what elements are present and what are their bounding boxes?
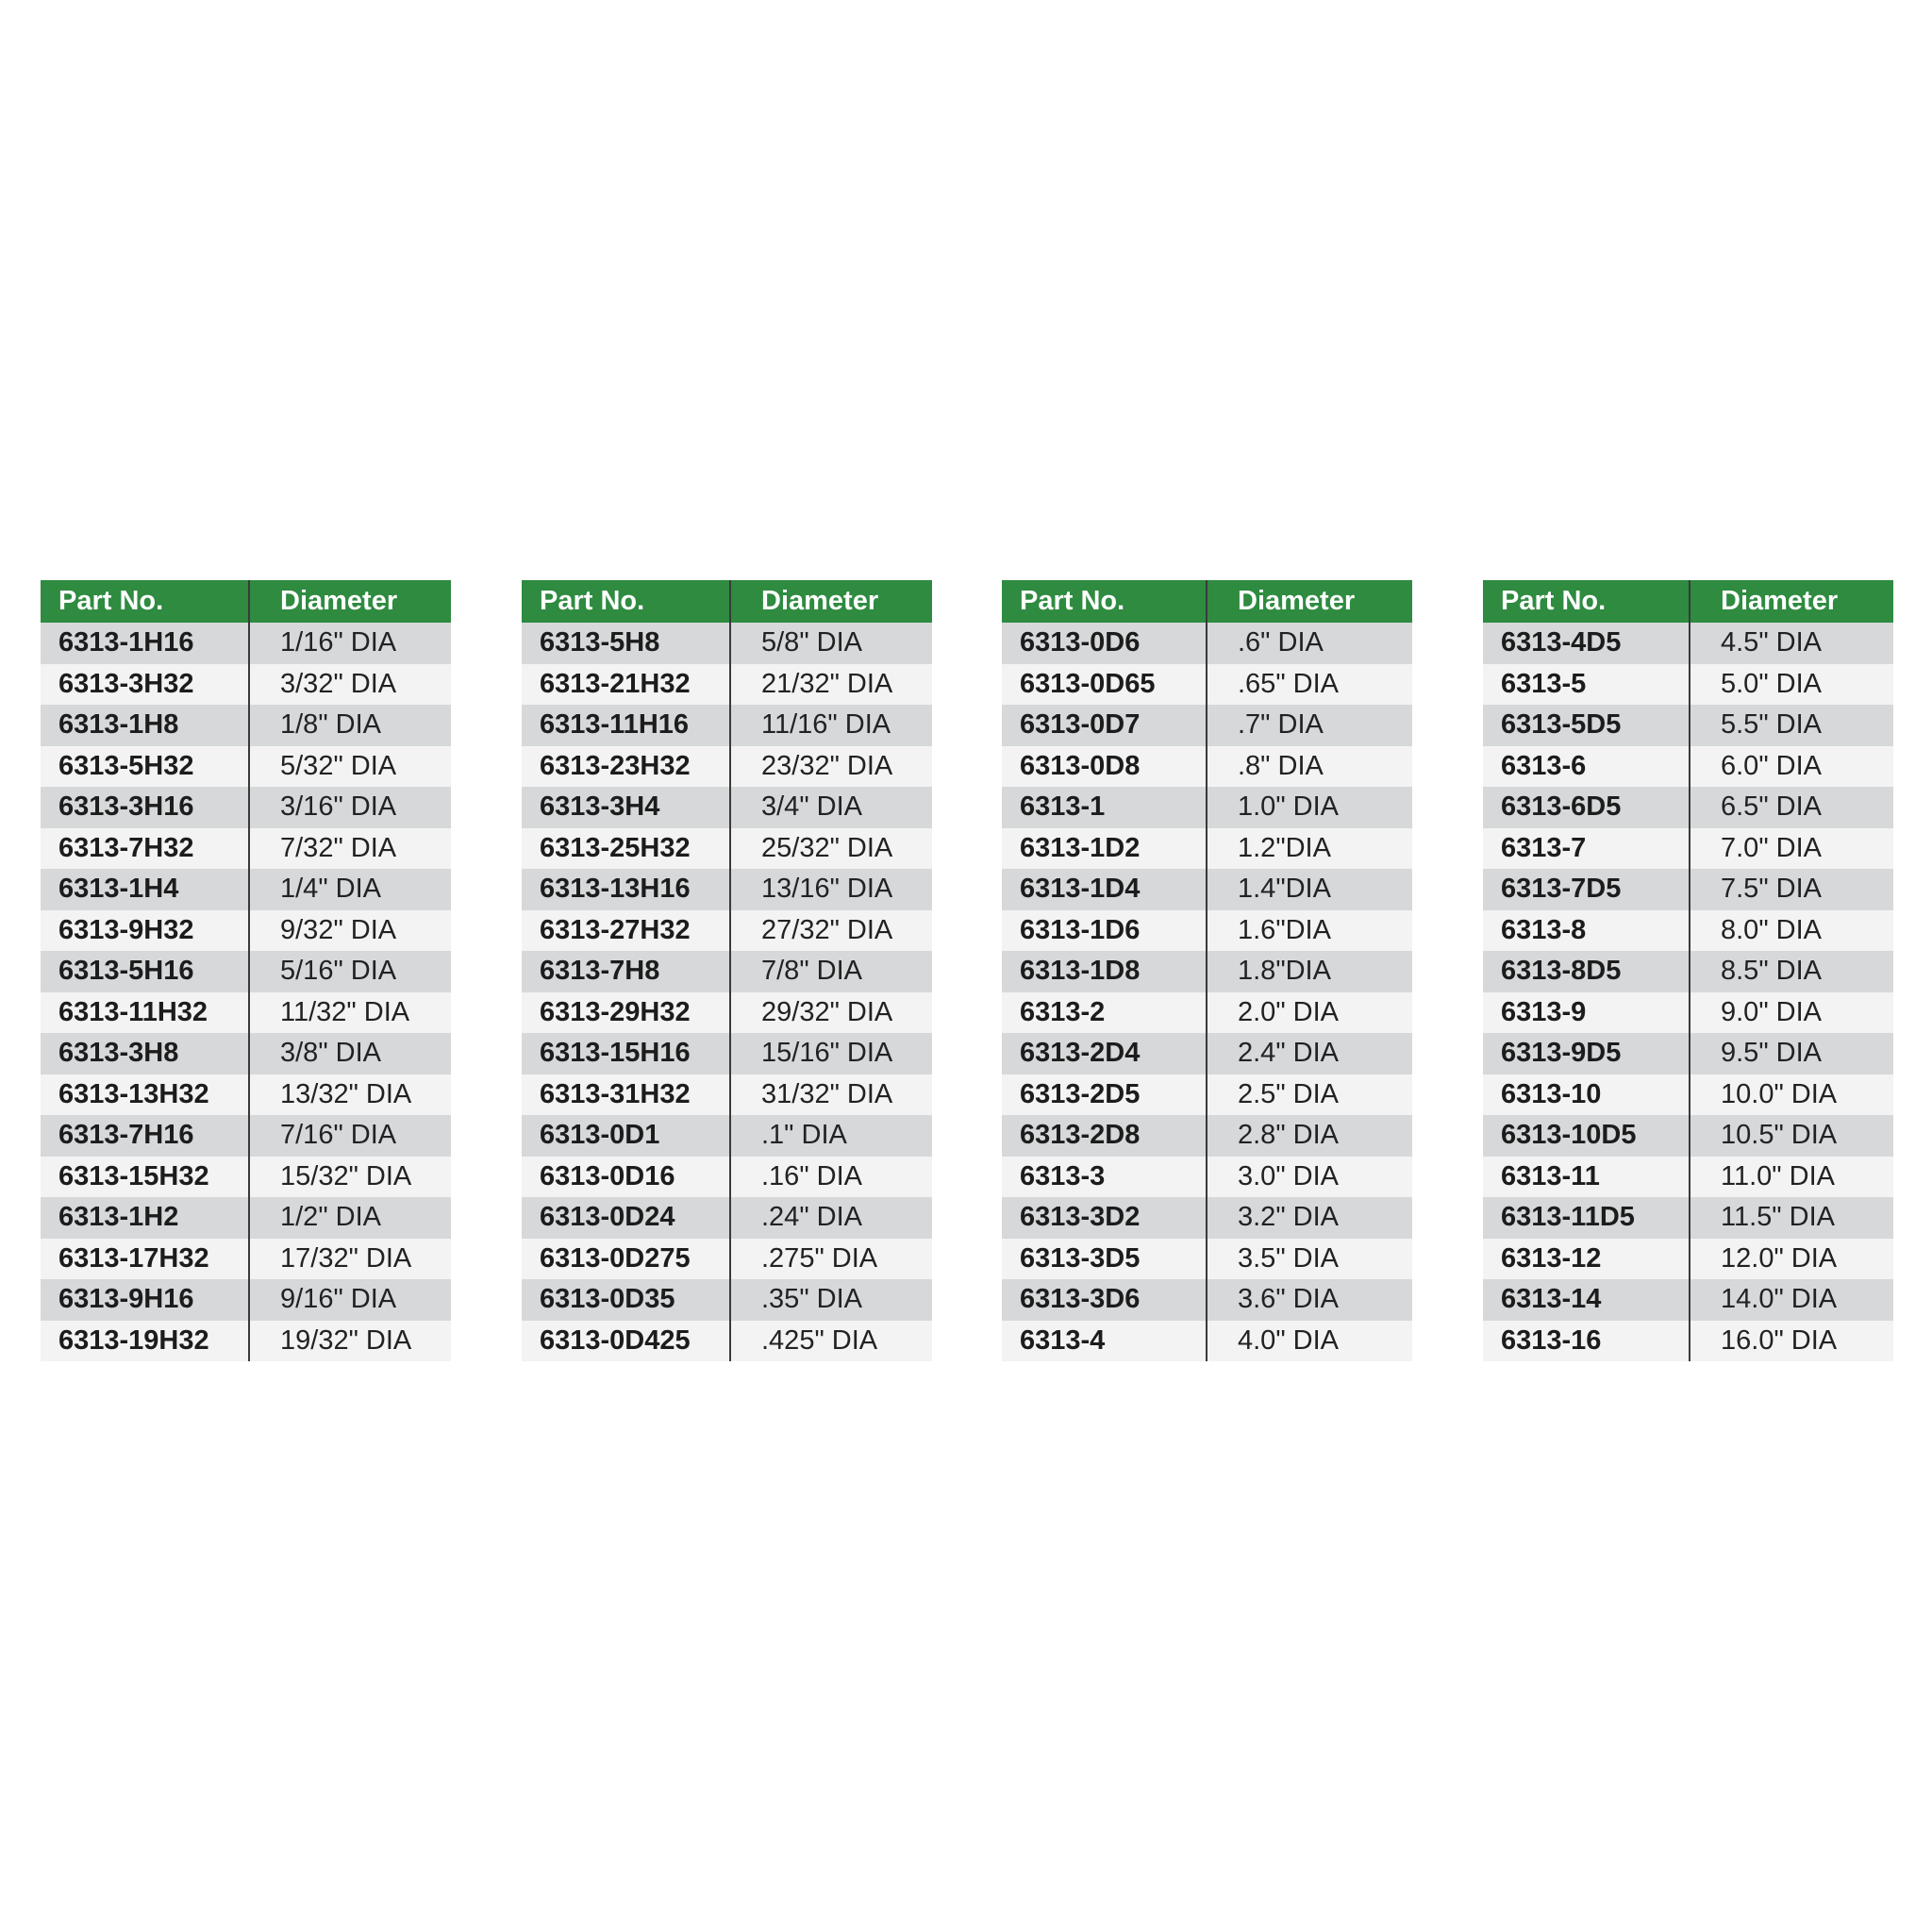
diameter-cell: 5/32" DIA [249, 746, 451, 788]
table-row [1483, 746, 1893, 788]
part-number-cell: 6313-7D5 [1483, 869, 1690, 910]
diameter-cell: 10.5" DIA [1690, 1115, 1893, 1157]
table-row [522, 787, 932, 828]
part-number-cell: 6313-7H16 [41, 1115, 249, 1157]
diameter-cell: 5.0" DIA [1690, 664, 1893, 706]
part-number-cell: 6313-11 [1483, 1157, 1690, 1198]
diameter-cell: .425" DIA [730, 1321, 932, 1362]
parts-table-1 [41, 580, 451, 1361]
diameter-cell: 2.0" DIA [1207, 992, 1412, 1034]
table-row [1002, 705, 1412, 746]
part-number-cell: 6313-29H32 [522, 992, 730, 1034]
part-number-cell: 6313-2D8 [1002, 1115, 1207, 1157]
diameter-cell: 11/16" DIA [730, 705, 932, 746]
part-number-cell: 6313-14 [1483, 1279, 1690, 1321]
diameter-cell: 1.4"DIA [1207, 869, 1412, 910]
table-row [41, 1321, 451, 1362]
table-row [522, 910, 932, 952]
table-row [522, 1239, 932, 1280]
part-number-cell: 6313-11H16 [522, 705, 730, 746]
table-row [41, 869, 451, 910]
table-header-row [522, 580, 932, 623]
table-body [522, 623, 932, 1361]
table-row [1483, 828, 1893, 870]
table-row [1483, 1033, 1893, 1074]
diameter-cell: 1.0" DIA [1207, 787, 1412, 828]
part-number-cell: 6313-1D8 [1002, 951, 1207, 992]
part-number-cell: 6313-6 [1483, 746, 1690, 788]
table-row [1002, 1197, 1412, 1239]
part-number-cell: 6313-1H2 [41, 1197, 249, 1239]
part-number-cell: 6313-3H16 [41, 787, 249, 828]
part-number-cell: 6313-2D4 [1002, 1033, 1207, 1074]
part-number-cell: 6313-1D6 [1002, 910, 1207, 952]
table-row [41, 1279, 451, 1321]
diameter-cell: 8.5" DIA [1690, 951, 1893, 992]
diameter-cell: 11/32" DIA [249, 992, 451, 1034]
diameter-cell: 2.4" DIA [1207, 1033, 1412, 1074]
diameter-cell: .275" DIA [730, 1239, 932, 1280]
diameter-cell: 11.5" DIA [1690, 1197, 1893, 1239]
table-row [1002, 828, 1412, 870]
table-header-row [1483, 580, 1893, 623]
diameter-cell: 3/32" DIA [249, 664, 451, 706]
table-row [1483, 1115, 1893, 1157]
diameter-cell: 31/32" DIA [730, 1074, 932, 1116]
table-body [1002, 623, 1412, 1361]
part-number-cell: 6313-0D425 [522, 1321, 730, 1362]
part-number-cell: 6313-27H32 [522, 910, 730, 952]
part-number-cell: 6313-5D5 [1483, 705, 1690, 746]
table-row [1483, 1279, 1893, 1321]
part-number-cell: 6313-31H32 [522, 1074, 730, 1116]
part-number-cell: 6313-6D5 [1483, 787, 1690, 828]
table-row [1002, 1321, 1412, 1362]
part-number-cell: 6313-0D8 [1002, 746, 1207, 788]
diameter-cell: 7.0" DIA [1690, 828, 1893, 870]
diameter-cell: 27/32" DIA [730, 910, 932, 952]
part-number-cell: 6313-9 [1483, 992, 1690, 1034]
diameter-cell: 16.0" DIA [1690, 1321, 1893, 1362]
part-number-cell: 6313-1D4 [1002, 869, 1207, 910]
table-body [1483, 623, 1893, 1361]
diameter-cell: 5/8" DIA [730, 623, 932, 664]
part-number-cell: 6313-7H8 [522, 951, 730, 992]
table-row [522, 1279, 932, 1321]
diameter-cell: .24" DIA [730, 1197, 932, 1239]
parts-table-2 [522, 580, 932, 1361]
diameter-cell: 1/4" DIA [249, 869, 451, 910]
table-row [522, 951, 932, 992]
table-row [522, 828, 932, 870]
part-number-cell: 6313-10 [1483, 1074, 1690, 1116]
table-row [1002, 951, 1412, 992]
table-row [1483, 992, 1893, 1034]
part-number-cell: 6313-12 [1483, 1239, 1690, 1280]
diameter-header: Diameter [1690, 580, 1893, 623]
part-number-cell: 6313-5H16 [41, 951, 249, 992]
part-no-header: Part No. [522, 580, 730, 623]
diameter-cell: 14.0" DIA [1690, 1279, 1893, 1321]
table-row [41, 910, 451, 952]
part-number-cell: 6313-9H32 [41, 910, 249, 952]
diameter-cell: 3.6" DIA [1207, 1279, 1412, 1321]
part-number-cell: 6313-8 [1483, 910, 1690, 952]
table-row [1002, 623, 1412, 664]
diameter-cell: 7/8" DIA [730, 951, 932, 992]
diameter-cell: .8" DIA [1207, 746, 1412, 788]
diameter-header: Diameter [730, 580, 932, 623]
diameter-cell: 12.0" DIA [1690, 1239, 1893, 1280]
diameter-cell: 6.0" DIA [1690, 746, 1893, 788]
diameter-cell: 1.6"DIA [1207, 910, 1412, 952]
part-number-cell: 6313-0D35 [522, 1279, 730, 1321]
part-number-cell: 6313-5 [1483, 664, 1690, 706]
table-row [1002, 1033, 1412, 1074]
table-row [1483, 1157, 1893, 1198]
diameter-cell: 3/16" DIA [249, 787, 451, 828]
table-header-row [1002, 580, 1412, 623]
table-row [522, 1321, 932, 1362]
part-number-cell: 6313-16 [1483, 1321, 1690, 1362]
part-number-cell: 6313-9H16 [41, 1279, 249, 1321]
table-row [1483, 787, 1893, 828]
table-row [1002, 992, 1412, 1034]
part-number-cell: 6313-5H8 [522, 623, 730, 664]
table-row [1483, 1321, 1893, 1362]
diameter-cell: 6.5" DIA [1690, 787, 1893, 828]
table-row [522, 869, 932, 910]
table-row [1002, 746, 1412, 788]
part-number-cell: 6313-4D5 [1483, 623, 1690, 664]
part-number-cell: 6313-0D16 [522, 1157, 730, 1198]
diameter-cell: 8.0" DIA [1690, 910, 1893, 952]
part-number-cell: 6313-15H32 [41, 1157, 249, 1198]
diameter-cell: 11.0" DIA [1690, 1157, 1893, 1198]
diameter-cell: 9/32" DIA [249, 910, 451, 952]
table-row [1483, 623, 1893, 664]
diameter-cell: .16" DIA [730, 1157, 932, 1198]
table-row [41, 1157, 451, 1198]
part-no-header: Part No. [1002, 580, 1207, 623]
diameter-cell: 2.8" DIA [1207, 1115, 1412, 1157]
part-number-cell: 6313-13H16 [522, 869, 730, 910]
table-row [1002, 1157, 1412, 1198]
parts-table-4 [1483, 580, 1893, 1361]
diameter-cell: 25/32" DIA [730, 828, 932, 870]
table-row [41, 1239, 451, 1280]
part-number-cell: 6313-0D6 [1002, 623, 1207, 664]
part-number-cell: 6313-10D5 [1483, 1115, 1690, 1157]
diameter-cell: 3/4" DIA [730, 787, 932, 828]
part-no-header: Part No. [1483, 580, 1690, 623]
diameter-cell: 13/16" DIA [730, 869, 932, 910]
table-row [1002, 1074, 1412, 1116]
diameter-header: Diameter [1207, 580, 1412, 623]
diameter-cell: 1/16" DIA [249, 623, 451, 664]
table-row [1002, 910, 1412, 952]
table-row [41, 787, 451, 828]
table-row [1002, 664, 1412, 706]
table-row [522, 1157, 932, 1198]
table-row [1483, 1197, 1893, 1239]
table-header-row [41, 580, 451, 623]
table-row [41, 1115, 451, 1157]
part-number-cell: 6313-3H8 [41, 1033, 249, 1074]
diameter-cell: .35" DIA [730, 1279, 932, 1321]
diameter-cell: 13/32" DIA [249, 1074, 451, 1116]
diameter-cell: .1" DIA [730, 1115, 932, 1157]
diameter-cell: 7.5" DIA [1690, 869, 1893, 910]
table-row [522, 664, 932, 706]
part-no-header: Part No. [41, 580, 249, 623]
part-number-cell: 6313-1H4 [41, 869, 249, 910]
table-row [1002, 1279, 1412, 1321]
part-number-cell: 6313-21H32 [522, 664, 730, 706]
part-number-cell: 6313-0D7 [1002, 705, 1207, 746]
part-number-cell: 6313-0D24 [522, 1197, 730, 1239]
table-row [1483, 869, 1893, 910]
diameter-cell: 3.2" DIA [1207, 1197, 1412, 1239]
part-number-cell: 6313-0D275 [522, 1239, 730, 1280]
part-number-cell: 6313-9D5 [1483, 1033, 1690, 1074]
diameter-cell: 5/16" DIA [249, 951, 451, 992]
diameter-cell: 4.0" DIA [1207, 1321, 1412, 1362]
diameter-cell: 4.5" DIA [1690, 623, 1893, 664]
table-row [1002, 1115, 1412, 1157]
parts-table-3 [1002, 580, 1412, 1361]
table-body [41, 623, 451, 1361]
table-row [522, 623, 932, 664]
part-number-cell: 6313-3D2 [1002, 1197, 1207, 1239]
diameter-cell: 9.0" DIA [1690, 992, 1893, 1034]
table-row [41, 828, 451, 870]
part-number-cell: 6313-15H16 [522, 1033, 730, 1074]
diameter-cell: 3/8" DIA [249, 1033, 451, 1074]
table-row [1002, 1239, 1412, 1280]
table-row [522, 992, 932, 1034]
table-row [41, 664, 451, 706]
table-row [1002, 869, 1412, 910]
part-number-cell: 6313-3H4 [522, 787, 730, 828]
part-number-cell: 6313-11H32 [41, 992, 249, 1034]
diameter-cell: 19/32" DIA [249, 1321, 451, 1362]
diameter-cell: 3.0" DIA [1207, 1157, 1412, 1198]
part-number-cell: 6313-2 [1002, 992, 1207, 1034]
part-number-cell: 6313-23H32 [522, 746, 730, 788]
table-row [41, 705, 451, 746]
diameter-cell: 7/16" DIA [249, 1115, 451, 1157]
diameter-cell: 1.8"DIA [1207, 951, 1412, 992]
diameter-cell: 15/32" DIA [249, 1157, 451, 1198]
part-number-cell: 6313-5H32 [41, 746, 249, 788]
diameter-cell: 1/2" DIA [249, 1197, 451, 1239]
part-number-cell: 6313-7 [1483, 828, 1690, 870]
diameter-cell: 9/16" DIA [249, 1279, 451, 1321]
table-row [41, 1197, 451, 1239]
table-row [1483, 705, 1893, 746]
diameter-cell: 3.5" DIA [1207, 1239, 1412, 1280]
part-number-cell: 6313-8D5 [1483, 951, 1690, 992]
part-number-cell: 6313-19H32 [41, 1321, 249, 1362]
table-row [41, 623, 451, 664]
part-number-cell: 6313-3D5 [1002, 1239, 1207, 1280]
part-number-cell: 6313-7H32 [41, 828, 249, 870]
diameter-cell: .6" DIA [1207, 623, 1412, 664]
part-number-cell: 6313-1D2 [1002, 828, 1207, 870]
diameter-cell: 17/32" DIA [249, 1239, 451, 1280]
part-number-cell: 6313-3 [1002, 1157, 1207, 1198]
part-number-cell: 6313-25H32 [522, 828, 730, 870]
part-number-cell: 6313-1H16 [41, 623, 249, 664]
part-number-cell: 6313-2D5 [1002, 1074, 1207, 1116]
table-row [41, 992, 451, 1034]
table-row [1483, 951, 1893, 992]
diameter-cell: .7" DIA [1207, 705, 1412, 746]
table-row [522, 1033, 932, 1074]
diameter-cell: 29/32" DIA [730, 992, 932, 1034]
part-number-cell: 6313-17H32 [41, 1239, 249, 1280]
table-row [41, 746, 451, 788]
table-row [1483, 664, 1893, 706]
part-number-cell: 6313-11D5 [1483, 1197, 1690, 1239]
table-row [1483, 1074, 1893, 1116]
diameter-cell: 15/16" DIA [730, 1033, 932, 1074]
part-number-cell: 6313-0D65 [1002, 664, 1207, 706]
table-row [1483, 910, 1893, 952]
table-row [41, 951, 451, 992]
diameter-cell: 1.2"DIA [1207, 828, 1412, 870]
diameter-cell: 7/32" DIA [249, 828, 451, 870]
diameter-cell: 2.5" DIA [1207, 1074, 1412, 1116]
diameter-cell: 10.0" DIA [1690, 1074, 1893, 1116]
diameter-cell: 5.5" DIA [1690, 705, 1893, 746]
table-row [522, 1115, 932, 1157]
diameter-cell: 1/8" DIA [249, 705, 451, 746]
table-row [522, 1197, 932, 1239]
table-row [41, 1033, 451, 1074]
table-row [41, 1074, 451, 1116]
part-number-cell: 6313-4 [1002, 1321, 1207, 1362]
part-number-cell: 6313-3D6 [1002, 1279, 1207, 1321]
diameter-header: Diameter [249, 580, 451, 623]
part-number-cell: 6313-1 [1002, 787, 1207, 828]
diameter-cell: .65" DIA [1207, 664, 1412, 706]
diameter-cell: 23/32" DIA [730, 746, 932, 788]
part-number-cell: 6313-0D1 [522, 1115, 730, 1157]
table-row [522, 705, 932, 746]
table-row [1483, 1239, 1893, 1280]
table-row [1002, 787, 1412, 828]
table-row [522, 1074, 932, 1116]
diameter-cell: 9.5" DIA [1690, 1033, 1893, 1074]
diameter-cell: 21/32" DIA [730, 664, 932, 706]
part-number-cell: 6313-13H32 [41, 1074, 249, 1116]
part-number-cell: 6313-1H8 [41, 705, 249, 746]
part-number-cell: 6313-3H32 [41, 664, 249, 706]
table-row [522, 746, 932, 788]
